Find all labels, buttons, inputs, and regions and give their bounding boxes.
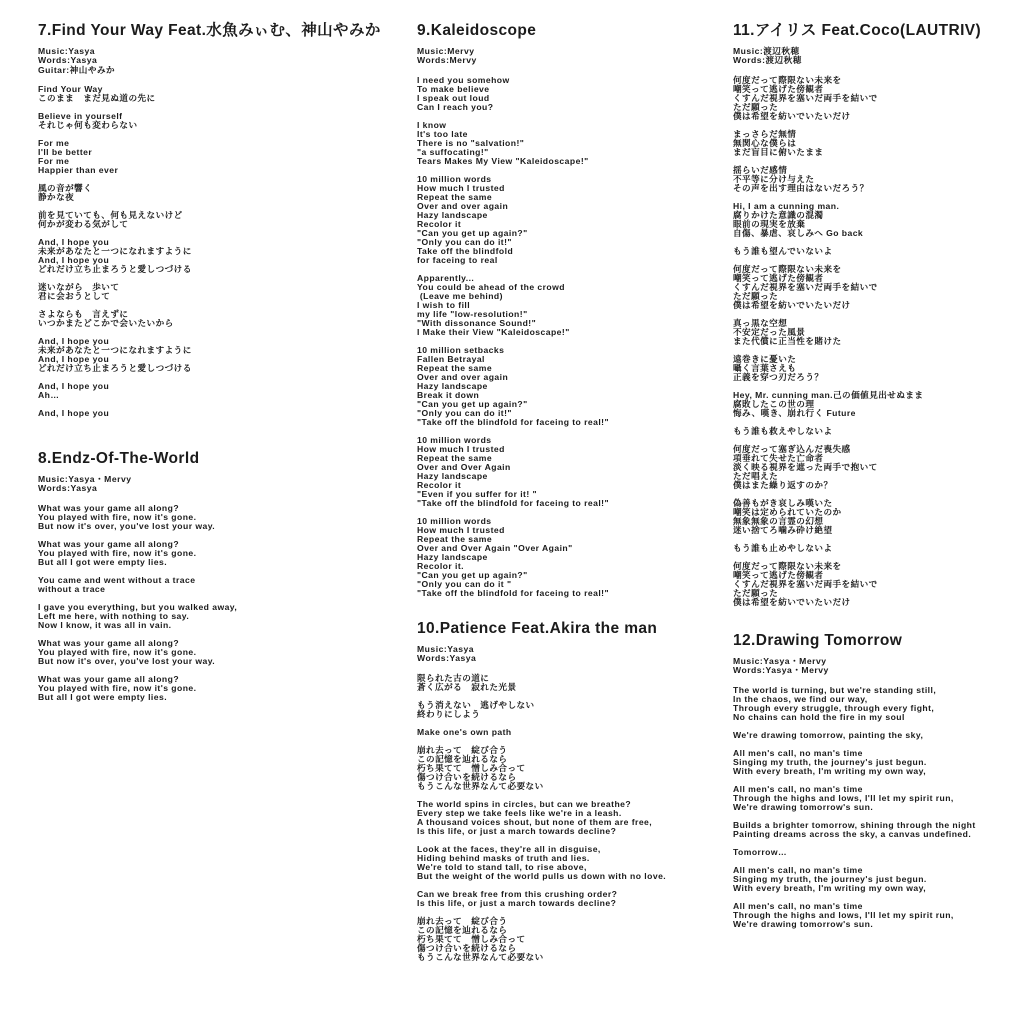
lyric-line: A thousand voices shout, but none of them are free, bbox=[417, 816, 653, 827]
lyric-line: It's too late bbox=[417, 128, 468, 139]
lyric-line: I Make their View "Kaleidoscape!" bbox=[417, 326, 570, 337]
song-section-find-your-way bbox=[38, 22, 398, 427]
lyric-line: "Can you get up again?" bbox=[417, 569, 528, 580]
lyric-line: In the chaos, we find our way, bbox=[733, 693, 868, 704]
lyric-line: What was your game all along? bbox=[38, 502, 180, 513]
lyric-stanza bbox=[38, 337, 398, 373]
lyric-line: 迷い捨てろ噛み砕け絶望 bbox=[733, 524, 833, 535]
lyric-line: my life "low-resolution!" bbox=[417, 308, 528, 319]
lyric-line: "a suffocating!" bbox=[417, 146, 489, 157]
lyric-line: 不安定だった風景 bbox=[733, 326, 806, 337]
lyric-stanza bbox=[417, 845, 737, 881]
lyric-stanza bbox=[733, 499, 1024, 535]
lyric-line: 蒼く広がる 寂れた光景 bbox=[417, 681, 517, 692]
lyric-line: 僕はまた繰り返すのか？ bbox=[733, 479, 833, 490]
lyric-line: その声を出す理由はないだろう？ bbox=[733, 182, 869, 193]
lyric-line: And, I hope you bbox=[38, 354, 110, 365]
lyric-line: 正義を穿つ刃だろう？ bbox=[733, 371, 824, 382]
lyric-line: Over and Over Again bbox=[417, 461, 511, 472]
lyric-line: Happier than ever bbox=[38, 165, 119, 176]
lyric-stanza bbox=[38, 283, 398, 301]
lyric-line: 嘲笑は定められていたのか bbox=[733, 506, 842, 517]
lyric-line: Believe in yourself bbox=[38, 111, 123, 122]
lyric-line: And, I hope you bbox=[38, 381, 110, 392]
lyric-line: I know bbox=[417, 119, 447, 130]
lyric-line: You came and went without a trace bbox=[38, 574, 196, 585]
credit-line: Words:Yasya・Mervy bbox=[733, 665, 829, 676]
lyric-line: But all I got were empty lies. bbox=[38, 691, 168, 702]
lyric-line: 迷いながら 歩いて bbox=[38, 282, 120, 293]
lyric-stanza bbox=[38, 85, 398, 103]
credit-line: Music:Yasya・Mervy bbox=[38, 474, 132, 484]
lyric-line: We're drawing tomorrow, painting the sky, bbox=[733, 729, 924, 740]
lyric-stanza bbox=[417, 746, 737, 791]
lyric-line: 君に会おうとして bbox=[38, 291, 111, 302]
lyric-stanza bbox=[38, 409, 398, 418]
lyric-line: 項垂れて失せた亡命者 bbox=[733, 452, 824, 463]
lyric-stanza bbox=[733, 130, 1024, 157]
lyric-line: And, I hope you bbox=[38, 237, 110, 248]
lyric-line: 無象無象の言霊の幻想 bbox=[733, 515, 824, 526]
lyric-line: Singing my truth, the journey's just begun. bbox=[733, 873, 927, 884]
lyric-line: "Take off the blindfold for faceing to real!" bbox=[417, 416, 610, 427]
lyric-line: Hiding behind masks of truth and lies. bbox=[417, 852, 590, 863]
song-lyrics bbox=[38, 85, 398, 418]
lyric-line: Over and over again bbox=[417, 371, 509, 382]
lyric-line: You could be ahead of the crowd bbox=[417, 281, 565, 292]
lyric-line: I wish to fill bbox=[417, 299, 471, 310]
lyric-line: もう誰も止めやしないよ bbox=[733, 542, 833, 553]
lyric-line: Repeat the same bbox=[417, 452, 493, 463]
lyric-stanza bbox=[38, 139, 398, 175]
lyric-line: 未来があなたと一つになれますように bbox=[38, 246, 192, 257]
song-credits bbox=[417, 645, 737, 664]
lyric-stanza bbox=[733, 686, 1024, 722]
lyric-line: Take off the blindfold bbox=[417, 245, 514, 256]
lyric-line: Through every struggle, through every fight, bbox=[733, 702, 935, 713]
lyric-line: 未来があなたと一つになれますように bbox=[38, 345, 192, 356]
lyric-line: for faceing to real bbox=[417, 254, 498, 265]
lyric-stanza bbox=[733, 544, 1024, 553]
lyric-line: I need you somehow bbox=[417, 74, 510, 85]
lyric-stanza bbox=[38, 112, 398, 130]
song-title: 8.Endz-Of-The-World bbox=[38, 450, 200, 467]
lyric-line: Break it down bbox=[417, 389, 480, 400]
lyric-stanza bbox=[38, 504, 398, 531]
credit-line: Music:Yasya bbox=[38, 46, 96, 56]
lyric-stanza bbox=[417, 728, 737, 737]
lyric-line: How much I trusted bbox=[417, 182, 505, 193]
lyric-line: We're drawing tomorrow's sun. bbox=[733, 801, 874, 812]
lyric-line: この記憶を辿れるなら bbox=[417, 924, 508, 935]
lyric-line: And, I hope you bbox=[38, 336, 110, 347]
lyric-stanza bbox=[417, 674, 737, 692]
lyric-stanza bbox=[417, 890, 737, 908]
song-section-drawing-tomorrow bbox=[733, 632, 1024, 938]
lyric-stanza bbox=[733, 821, 1024, 839]
lyric-stanza bbox=[733, 445, 1024, 490]
lyric-line: "Take off the blindfold for faceing to real!" bbox=[417, 587, 610, 598]
lyric-line: Recolor it bbox=[417, 479, 462, 490]
song-section-patience bbox=[417, 620, 737, 971]
lyric-stanza bbox=[417, 701, 737, 719]
lyric-line: 風の音が響く bbox=[38, 183, 93, 194]
lyric-stanza bbox=[38, 238, 398, 274]
lyric-stanza bbox=[733, 866, 1024, 893]
lyric-line: 囁く言葉さえも bbox=[733, 362, 797, 373]
lyric-stanza bbox=[417, 175, 727, 265]
lyric-line: But all I got were empty lies. bbox=[38, 556, 168, 567]
song-title: 10.Patience Feat.Akira the man bbox=[417, 620, 658, 637]
lyric-line: 何度だって塞ぎ込んだ喪失感 bbox=[733, 443, 851, 454]
lyric-stanza bbox=[38, 675, 398, 702]
lyric-line: Make one's own path bbox=[417, 726, 512, 737]
lyric-stanza bbox=[733, 731, 1024, 740]
lyric-line: All men's call, no man's time bbox=[733, 783, 863, 794]
lyric-line: Find Your Way bbox=[38, 84, 103, 95]
credit-line: Words:渡辺秋穂 bbox=[733, 55, 802, 66]
lyric-stanza bbox=[733, 76, 1024, 121]
lyric-line: くすんだ視界を塞いだ両手を結いで bbox=[733, 578, 878, 589]
lyric-line: 何かが変わる気がして bbox=[38, 219, 129, 230]
lyric-line: 10 million words bbox=[417, 515, 492, 526]
lyric-line: All men's call, no man's time bbox=[733, 864, 863, 875]
lyric-line: The world is turning, but we're standing still, bbox=[733, 684, 937, 695]
lyric-line: All men's call, no man's time bbox=[733, 900, 863, 911]
credit-line: Words:Yasya bbox=[417, 653, 477, 664]
lyric-line: 傷つけ合いを続けるなら bbox=[417, 771, 517, 782]
lyric-stanza bbox=[733, 749, 1024, 776]
lyric-line: Hazy landscape bbox=[417, 209, 488, 220]
lyric-line: Tears Makes My View "Kaleidoscape!" bbox=[417, 155, 589, 166]
lyric-line: I gave you everything, but you walked away, bbox=[38, 601, 238, 612]
lyric-line: Left me here, with nothing to say. bbox=[38, 610, 190, 621]
lyric-line: "Only you can do it!" bbox=[417, 407, 512, 418]
credit-line: Words:Mervy bbox=[417, 55, 477, 66]
lyric-line: "Only you can do it!" bbox=[417, 236, 512, 247]
lyric-line: 眼前の現実を放棄 bbox=[733, 218, 806, 229]
lyric-line: 僕は希望を紡いでいたいだけ bbox=[733, 596, 851, 607]
lyric-line: Hazy landscape bbox=[417, 380, 488, 391]
lyric-line: What was your game all along? bbox=[38, 538, 180, 549]
lyric-line: The world spins in circles, but can we breathe? bbox=[417, 798, 632, 809]
lyric-line: もうこんな世界なんて必要ない bbox=[417, 951, 544, 962]
lyric-line: Builds a brighter tomorrow, shining through the night bbox=[733, 819, 976, 830]
lyric-line: 嘲笑って逃げた傍観者 bbox=[733, 569, 824, 580]
lyric-stanza bbox=[733, 319, 1024, 346]
lyric-line: Painting dreams across the sky, a canvas undefined. bbox=[733, 828, 972, 839]
lyric-line: 僕は希望を紡いでいたいだけ bbox=[733, 299, 851, 310]
lyric-line: 10 million setbacks bbox=[417, 344, 505, 355]
lyric-line: どれだけ立ち止まろうと愛しつづける bbox=[38, 363, 192, 374]
lyric-line: さよならも 言えずに bbox=[38, 309, 129, 320]
lyric-line: What was your game all along? bbox=[38, 673, 180, 684]
lyric-line: 限られた古の道に bbox=[417, 672, 490, 683]
lyric-line: We're told to stand tall, to rise above, bbox=[417, 861, 587, 872]
lyric-line: 何度だって際限ない未来を bbox=[733, 263, 842, 274]
lyric-line: Hazy landscape bbox=[417, 551, 488, 562]
lyric-line: Is this life, or just a march towards decline? bbox=[417, 897, 617, 908]
lyric-line: But now it's over, you've lost your way. bbox=[38, 655, 216, 666]
song-section-kaleidoscope bbox=[417, 22, 727, 607]
song-credits bbox=[417, 47, 727, 66]
lyric-line: You played with fire, now it's gone. bbox=[38, 511, 197, 522]
lyric-line: You played with fire, now it's gone. bbox=[38, 646, 197, 657]
lyric-line: 10 million words bbox=[417, 434, 492, 445]
lyric-line: 何度だって際限ない未来を bbox=[733, 74, 842, 85]
credit-line: Guitar:神山やみか bbox=[38, 64, 116, 75]
lyric-line: 朽ち果てて 憎しみ合って bbox=[417, 762, 526, 773]
lyric-line: No chains can hold the fire in my soul bbox=[733, 711, 905, 722]
lyric-line: 偽善もがき哀しみ嘆いた bbox=[733, 497, 833, 508]
lyric-line: 無関心な僕らは bbox=[733, 137, 797, 148]
lyric-line: ただ願った bbox=[733, 101, 779, 112]
song-credits bbox=[38, 475, 398, 494]
lyric-stanza bbox=[417, 76, 727, 112]
lyric-line: このまま まだ見ぬ道の先に bbox=[38, 93, 156, 104]
lyric-line: Is this life, or just a march towards decline? bbox=[417, 825, 617, 836]
lyric-line: What was your game all along? bbox=[38, 637, 180, 648]
lyric-stanza bbox=[38, 382, 398, 400]
lyric-stanza bbox=[733, 355, 1024, 382]
song-title: 9.Kaleidoscope bbox=[417, 22, 537, 39]
lyric-line: To make believe bbox=[417, 83, 490, 94]
lyric-line: Repeat the same bbox=[417, 362, 493, 373]
lyric-line: 自傷、暴虐、哀しみへ Go back bbox=[733, 227, 864, 238]
lyric-line: I'll be better bbox=[38, 147, 93, 158]
lyric-line: Ah… bbox=[38, 390, 60, 401]
lyric-line: And, I hope you bbox=[38, 408, 110, 419]
lyric-line: For me bbox=[38, 138, 70, 149]
song-lyrics bbox=[733, 686, 1024, 929]
lyric-line: Look at the faces, they're all in disguise, bbox=[417, 843, 601, 854]
lyric-line: I speak out loud bbox=[417, 92, 490, 103]
lyric-stanza bbox=[417, 800, 737, 836]
lyric-stanza bbox=[38, 184, 398, 202]
lyric-line: 10 million words bbox=[417, 173, 492, 184]
lyric-line: 崩れ去って 綻び合う bbox=[417, 915, 508, 926]
song-section-endz-of-the-world bbox=[38, 450, 398, 711]
lyric-line: Hazy landscape bbox=[417, 470, 488, 481]
song-title: 11.アイリス Feat.Coco(LAUTRIV) bbox=[733, 22, 982, 39]
lyric-line: You played with fire, now it's gone. bbox=[38, 547, 197, 558]
lyric-line: もう消えない 逃げやしない bbox=[417, 699, 535, 710]
lyric-line: For me bbox=[38, 156, 70, 167]
lyric-stanza bbox=[733, 166, 1024, 193]
lyric-line: Over and over again bbox=[417, 200, 509, 211]
lyric-line: How much I trusted bbox=[417, 524, 505, 535]
credit-line: Music:Yasya・Mervy bbox=[733, 656, 827, 666]
lyric-line: Fallen Betrayal bbox=[417, 353, 485, 364]
lyric-line: それじゃ何も変わらない bbox=[38, 120, 138, 131]
lyric-line: There is no "salvation!" bbox=[417, 137, 525, 148]
lyric-line: "Even if you suffer for it! " bbox=[417, 488, 538, 499]
lyric-line: Every step we take feels like we're in a leash. bbox=[417, 807, 622, 818]
lyric-line: 嘲笑って逃げた傍観者 bbox=[733, 272, 824, 283]
lyric-line: どれだけ立ち止まろうと愛しつづける bbox=[38, 264, 192, 275]
lyric-line: But now it's over, you've lost your way. bbox=[38, 520, 216, 531]
lyric-line: 揺らいだ感情 bbox=[733, 164, 788, 175]
lyric-line: 朽ち果てて 憎しみ合って bbox=[417, 933, 526, 944]
lyric-line: All men's call, no man's time bbox=[733, 747, 863, 758]
lyric-line: "Take off the blindfold for faceing to real!" bbox=[417, 497, 610, 508]
lyric-line: Hi, I am a cunning man. bbox=[733, 200, 840, 211]
lyric-line: 淡く映る視界を遮った両手で抱いて bbox=[733, 461, 878, 472]
lyric-line: まだ盲目に俯いたまま bbox=[733, 146, 824, 157]
lyric-line: 崩れ去って 綻び合う bbox=[417, 744, 508, 755]
lyric-line: Repeat the same bbox=[417, 533, 493, 544]
lyric-line: 腐りかけた意識の混濁 bbox=[733, 209, 824, 220]
song-credits bbox=[733, 657, 1024, 676]
lyric-stanza bbox=[733, 562, 1024, 607]
song-credits bbox=[38, 47, 398, 75]
credit-line: Music:渡辺秋穂 bbox=[733, 46, 800, 56]
lyric-line: また代償に正当性を賭けた bbox=[733, 335, 842, 346]
lyric-line: ただ願った bbox=[733, 290, 779, 301]
lyric-line: "With dissonance Sound!" bbox=[417, 317, 537, 328]
lyric-line: まっさらだ無情 bbox=[733, 128, 797, 139]
lyric-line: 何度だって際限ない未来を bbox=[733, 560, 842, 571]
lyric-line: 前を見ていても、何も見えないけど bbox=[38, 210, 183, 221]
lyric-stanza bbox=[417, 436, 727, 508]
lyric-line: 傷つけ合いを続けるなら bbox=[417, 942, 517, 953]
lyric-line: Through the highs and lows, I'll let my spirit run, bbox=[733, 792, 954, 803]
lyric-line: How much I trusted bbox=[417, 443, 505, 454]
lyric-stanza bbox=[38, 310, 398, 328]
lyric-line: 終わりにしよう bbox=[417, 708, 481, 719]
lyric-stanza bbox=[417, 121, 727, 166]
lyric-line: Now I know, it was all in vain. bbox=[38, 619, 172, 630]
lyric-stanza bbox=[417, 917, 737, 962]
lyric-stanza bbox=[733, 391, 1024, 418]
lyric-line: "Can you get up again?" bbox=[417, 398, 528, 409]
song-credits bbox=[733, 47, 1024, 66]
lyric-line: Tomorrow… bbox=[733, 846, 788, 857]
lyric-stanza bbox=[417, 346, 727, 427]
lyric-line: Recolor it. bbox=[417, 560, 464, 571]
lyric-line: "Only you can do it " bbox=[417, 578, 512, 589]
lyric-line: "Can you get up again?" bbox=[417, 227, 528, 238]
lyric-line: Through the highs and lows, I'll let my spirit run, bbox=[733, 909, 954, 920]
credit-line: Words:Yasya bbox=[38, 483, 98, 494]
lyric-stanza bbox=[38, 639, 398, 666]
song-lyrics bbox=[38, 504, 398, 702]
lyric-line: Over and Over Again "Over Again" bbox=[417, 542, 573, 553]
lyric-line: 悔み、嘆き、崩れ行く Future bbox=[733, 407, 856, 418]
lyric-line: 不平等に分け与えた bbox=[733, 173, 815, 184]
lyric-stanza bbox=[38, 211, 398, 229]
lyric-line: 遠巻きに憂いた bbox=[733, 353, 797, 364]
song-title: 12.Drawing Tomorrow bbox=[733, 632, 903, 649]
lyric-line: くすんだ視界を塞いだ両手を結いで bbox=[733, 92, 878, 103]
lyric-line: Can I reach you? bbox=[417, 101, 494, 112]
lyric-stanza bbox=[417, 517, 727, 598]
song-title: 7.Find Your Way Feat.水魚みぃむ、神山やみか bbox=[38, 22, 381, 39]
lyric-line: 嘲笑って逃げた傍観者 bbox=[733, 83, 824, 94]
lyric-line: Recolor it bbox=[417, 218, 462, 229]
credit-line: Music:Mervy bbox=[417, 46, 475, 56]
lyric-stanza bbox=[733, 848, 1024, 857]
lyric-line: With every breath, I'm writing my own way, bbox=[733, 882, 927, 893]
lyric-line: くすんだ視界を塞いだ両手を結いで bbox=[733, 281, 878, 292]
lyric-line: And, I hope you bbox=[38, 255, 110, 266]
lyric-line: Apparently... bbox=[417, 272, 475, 283]
song-section-iris bbox=[733, 22, 1024, 616]
lyric-line: Singing my truth, the journey's just begun. bbox=[733, 756, 927, 767]
song-lyrics bbox=[417, 76, 727, 598]
lyric-stanza bbox=[733, 265, 1024, 310]
lyric-stanza bbox=[733, 202, 1024, 238]
lyric-stanza bbox=[38, 576, 398, 594]
lyric-stanza bbox=[38, 540, 398, 567]
lyric-line: 腐敗したこの世の理 bbox=[733, 398, 815, 409]
lyric-line: もう誰も望んでいないよ bbox=[733, 245, 833, 256]
lyric-line: We're drawing tomorrow's sun. bbox=[733, 918, 874, 929]
song-lyrics bbox=[733, 76, 1024, 607]
lyric-line: But the weight of the world pulls us down with no love. bbox=[417, 870, 667, 881]
lyric-stanza bbox=[733, 247, 1024, 256]
lyric-line: ただ唱えた bbox=[733, 470, 779, 481]
lyric-line: Hey, Mr. cunning man.己の価値見出せぬまま bbox=[733, 389, 924, 400]
lyric-line: この記憶を辿れるなら bbox=[417, 753, 508, 764]
lyric-stanza bbox=[38, 603, 398, 630]
lyric-line: 静かな夜 bbox=[38, 192, 75, 203]
lyric-line: You played with fire, now it's gone. bbox=[38, 682, 197, 693]
lyric-line: 僕は希望を紡いでいたいだけ bbox=[733, 110, 851, 121]
credit-line: Music:Yasya bbox=[417, 644, 475, 654]
lyric-stanza bbox=[733, 427, 1024, 436]
lyric-line: Repeat the same bbox=[417, 191, 493, 202]
lyric-line: もう誰も救えやしないよ bbox=[733, 425, 833, 436]
lyric-line: without a trace bbox=[38, 583, 106, 594]
lyric-line: With every breath, I'm writing my own way, bbox=[733, 765, 927, 776]
lyric-line: もうこんな世界なんて必要ない bbox=[417, 780, 544, 791]
lyric-stanza bbox=[733, 902, 1024, 929]
lyric-stanza bbox=[417, 274, 727, 337]
lyric-line: Can we break free from this crushing order? bbox=[417, 888, 618, 899]
lyric-line: いつかまたどこかで会いたいから bbox=[38, 318, 174, 329]
lyric-line: (Leave me behind) bbox=[417, 290, 503, 301]
lyric-line: 真っ黒な空想 bbox=[733, 317, 788, 328]
lyric-stanza bbox=[733, 785, 1024, 812]
credit-line: Words:Yasya bbox=[38, 55, 98, 66]
song-lyrics bbox=[417, 674, 737, 962]
lyric-line: ただ願った bbox=[733, 587, 779, 598]
